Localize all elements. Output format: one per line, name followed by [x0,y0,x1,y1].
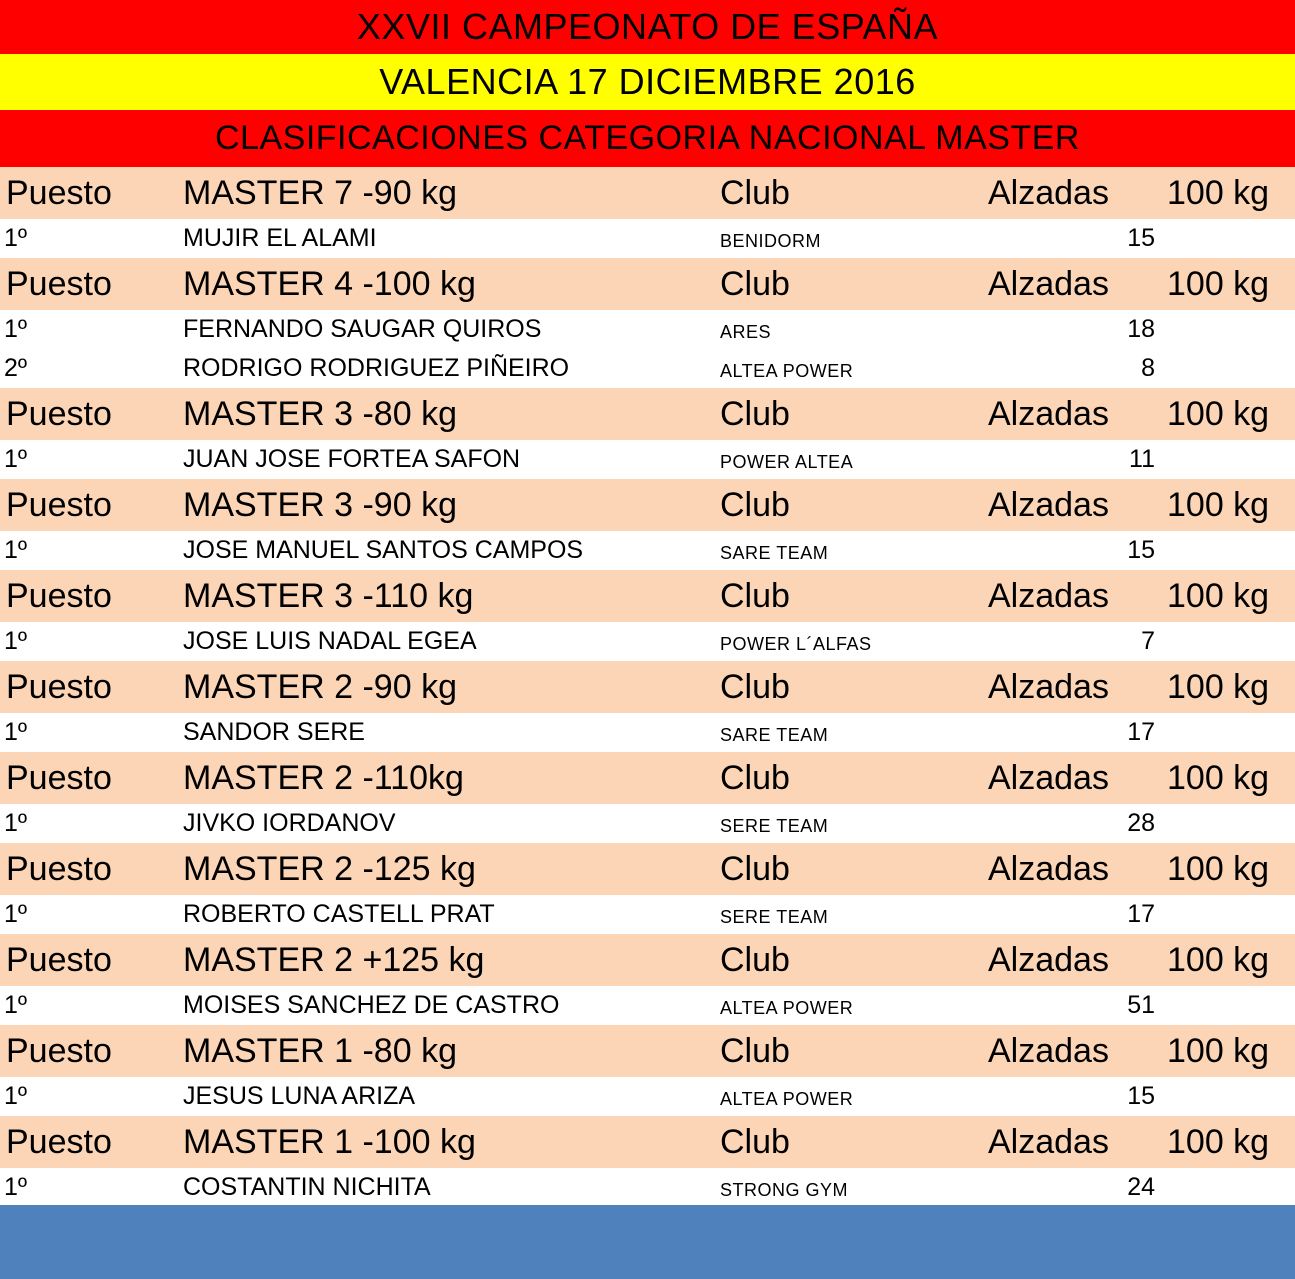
club-header: Club [720,265,790,303]
athlete-position: 1º [4,627,28,655]
category-name: MASTER 7 -90 kg [183,174,457,212]
club-header: Club [720,577,790,615]
classification-heading: CLASIFICACIONES CATEGORIA NACIONAL MASTER [215,119,1080,157]
category-name: MASTER 2 +125 kg [183,941,485,979]
puesto-header: Puesto [6,486,112,524]
weight-header: 100 kg [1167,265,1270,303]
athlete-lifts: 15 [1127,536,1155,564]
athlete-position: 1º [4,224,28,252]
subtitle-band [0,54,1295,110]
athlete-lifts: 24 [1127,1173,1155,1201]
athlete-name: JOSE MANUEL SANTOS CAMPOS [183,536,584,564]
athlete-position: 1º [4,1173,28,1201]
category-name: MASTER 4 -100 kg [183,265,476,303]
weight-header: 100 kg [1167,174,1270,212]
club-header: Club [720,1032,790,1070]
athlete-lifts: 11 [1129,445,1155,473]
athlete-lifts: 15 [1127,1082,1155,1110]
athlete-name: JESUS LUNA ARIZA [183,1082,416,1110]
athlete-name: JUAN JOSE FORTEA SAFON [183,445,521,473]
athlete-club: SARE TEAM [720,725,829,745]
athlete-name: JOSE LUIS NADAL EGEA [183,627,477,655]
club-header: Club [720,395,790,433]
athlete-row [0,1168,1295,1207]
athlete-position: 2º [4,354,28,382]
category-header-row [0,661,1295,713]
category-header-row [0,479,1295,531]
athlete-lifts: 15 [1127,224,1155,252]
category-header-row [0,258,1295,310]
alzadas-header: Alzadas [988,395,1109,433]
club-header: Club [720,174,790,212]
puesto-header: Puesto [6,1032,112,1070]
athlete-row [0,219,1295,258]
category-name: MASTER 1 -80 kg [183,1032,457,1070]
athlete-name: MOISES SANCHEZ DE CASTRO [183,991,560,1019]
athlete-club: POWER L´ALFAS [720,634,872,654]
weight-header: 100 kg [1167,395,1270,433]
category-header-row [0,752,1295,804]
club-header: Club [720,941,790,979]
puesto-header: Puesto [6,668,112,706]
athlete-position: 1º [4,718,28,746]
athlete-position: 1º [4,809,28,837]
club-header: Club [720,1123,790,1161]
athlete-name: MUJIR EL ALAMI [183,224,377,252]
event-location-date: VALENCIA 17 DICIEMBRE 2016 [379,61,916,102]
athlete-position: 1º [4,536,28,564]
alzadas-header: Alzadas [988,265,1109,303]
category-name: MASTER 3 -110 kg [183,577,474,615]
club-header: Club [720,486,790,524]
athlete-position: 1º [4,1082,28,1110]
weight-header: 100 kg [1167,850,1270,888]
alzadas-header: Alzadas [988,577,1109,615]
category-header-row [0,843,1295,895]
category-name: MASTER 3 -80 kg [183,395,457,433]
athlete-row [0,622,1295,661]
club-header: Club [720,850,790,888]
alzadas-header: Alzadas [988,941,1109,979]
athlete-position: 1º [4,991,28,1019]
category-header-row [0,1116,1295,1168]
athlete-row [0,986,1295,1025]
alzadas-header: Alzadas [988,1032,1109,1070]
athlete-club: ALTEA POWER [720,1089,854,1109]
weight-header: 100 kg [1167,941,1270,979]
athlete-position: 1º [4,445,28,473]
athlete-name: FERNANDO SAUGAR QUIROS [183,315,542,343]
puesto-header: Puesto [6,759,112,797]
athlete-row [0,1077,1295,1116]
event-title: XXVII CAMPEONATO DE ESPAÑA [356,6,939,47]
alzadas-header: Alzadas [988,486,1109,524]
athlete-row [0,310,1295,349]
alzadas-header: Alzadas [988,850,1109,888]
category-name: MASTER 2 -125 kg [183,850,476,888]
category-header-row [0,570,1295,622]
category-header-row [0,167,1295,219]
club-header: Club [720,759,790,797]
athlete-row [0,713,1295,752]
category-name: MASTER 2 -90 kg [183,668,457,706]
weight-header: 100 kg [1167,1032,1270,1070]
athlete-lifts: 7 [1141,627,1155,655]
footer-band [0,1205,1295,1279]
athlete-lifts: 17 [1127,900,1155,928]
athlete-row [0,895,1295,934]
alzadas-header: Alzadas [988,668,1109,706]
weight-header: 100 kg [1167,668,1270,706]
athlete-row [0,531,1295,570]
alzadas-header: Alzadas [988,759,1109,797]
heading-band [0,110,1295,167]
athlete-club: ARES [720,322,772,342]
category-header-row [0,388,1295,440]
athlete-club: STRONG GYM [720,1180,849,1200]
athlete-name: ROBERTO CASTELL PRAT [183,900,495,928]
athlete-row [0,804,1295,843]
puesto-header: Puesto [6,1123,112,1161]
category-header-row [0,934,1295,986]
athlete-club: SERE TEAM [720,816,829,836]
athlete-lifts: 28 [1127,809,1155,837]
alzadas-header: Alzadas [988,1123,1109,1161]
puesto-header: Puesto [6,850,112,888]
weight-header: 100 kg [1167,1123,1270,1161]
club-header: Club [720,668,790,706]
puesto-header: Puesto [6,174,112,212]
athlete-position: 1º [4,900,28,928]
category-name: MASTER 3 -90 kg [183,486,457,524]
athlete-name: SANDOR SERE [183,718,365,746]
athlete-club: BENIDORM [720,231,822,251]
athlete-lifts: 17 [1127,718,1155,746]
category-name: MASTER 2 -110kg [183,759,464,797]
athlete-position: 1º [4,315,28,343]
alzadas-header: Alzadas [988,174,1109,212]
athlete-lifts: 51 [1127,991,1155,1019]
weight-header: 100 kg [1167,577,1270,615]
athlete-club: SARE TEAM [720,543,829,563]
weight-header: 100 kg [1167,486,1270,524]
category-header-row [0,1025,1295,1077]
athlete-lifts: 8 [1141,354,1155,382]
title-band [0,0,1295,54]
athlete-lifts: 18 [1127,315,1155,343]
athlete-club: ALTEA POWER [720,361,854,381]
athlete-club: POWER ALTEA [720,452,854,472]
athlete-club: ALTEA POWER [720,998,854,1018]
athlete-club: SERE TEAM [720,907,829,927]
puesto-header: Puesto [6,941,112,979]
athlete-name: RODRIGO RODRIGUEZ PIÑEIRO [183,354,570,382]
weight-header: 100 kg [1167,759,1270,797]
athlete-row [0,349,1295,388]
puesto-header: Puesto [6,577,112,615]
category-name: MASTER 1 -100 kg [183,1123,476,1161]
puesto-header: Puesto [6,265,112,303]
athlete-name: JIVKO IORDANOV [183,809,396,837]
results-table [0,167,1295,1207]
athlete-name: COSTANTIN NICHITA [183,1173,431,1201]
puesto-header: Puesto [6,395,112,433]
athlete-row [0,440,1295,479]
